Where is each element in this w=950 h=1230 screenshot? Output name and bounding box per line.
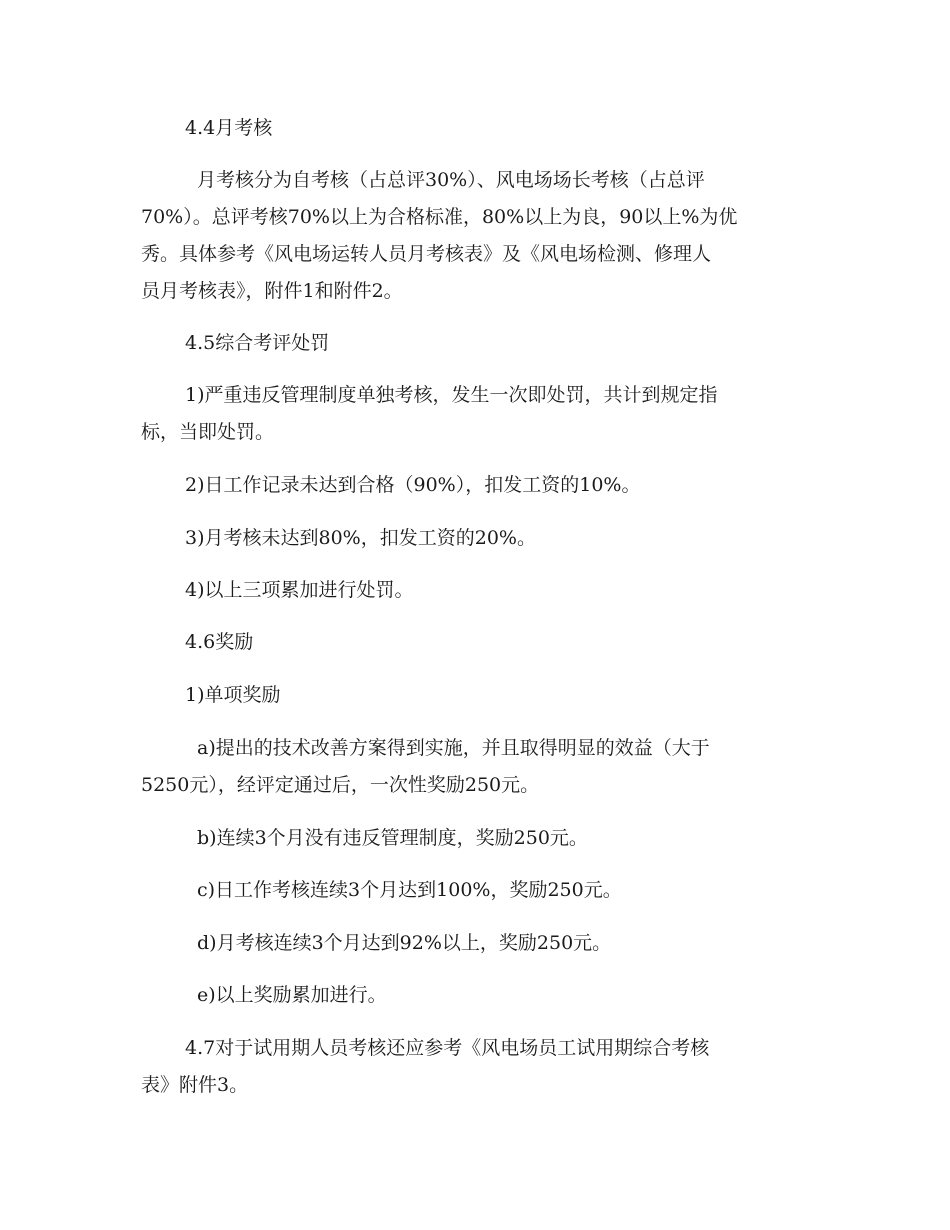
paragraph-line: 员月考核表》，附件1和附件2。	[141, 280, 403, 302]
list-item: 1)严重违反管理制度单独考核，发生一次即处罚，共计到规定指	[185, 384, 718, 406]
sub-heading: 1)单项奖励	[185, 684, 281, 706]
paragraph-line: 表》附件3。	[141, 1074, 249, 1096]
list-item-continuation: 5250元），经评定通过后，一次性奖励250元。	[141, 774, 540, 796]
section-heading-4-6: 4.6奖励	[185, 631, 254, 653]
list-item-continuation: 标，当即处罚。	[141, 421, 275, 443]
list-item: e)以上奖励累加进行。	[197, 984, 387, 1006]
paragraph-line: 月考核分为自考核（占总评30%）、风电场场长考核（占总评	[197, 169, 705, 191]
section-heading-4-4: 4.4月考核	[185, 117, 273, 139]
list-item: 2)日工作记录未达到合格（90%），扣发工资的10%。	[185, 474, 641, 496]
list-item: 3)月考核未达到80%，扣发工资的20%。	[185, 527, 536, 549]
list-item: b)连续3个月没有违反管理制度，奖励250元。	[197, 827, 588, 849]
section-heading-4-7: 4.7对于试用期人员考核还应参考《风电场员工试用期综合考核	[185, 1037, 710, 1059]
list-item: c)日工作考核连续3个月达到100%，奖励250元。	[197, 879, 622, 901]
list-item: a)提出的技术改善方案得到实施，并且取得明显的效益（大于	[197, 737, 710, 759]
list-item: d)月考核连续3个月达到92%以上，奖励250元。	[197, 932, 612, 954]
section-heading-4-5: 4.5综合考评处罚	[185, 332, 330, 354]
list-item: 4)以上三项累加进行处罚。	[185, 579, 414, 601]
paragraph-line: 秀。具体参考《风电场运转人员月考核表》及《风电场检测、修理人	[141, 243, 712, 265]
paragraph-line: 70%）。总评考核70%以上为合格标准，80%以上为良，90以上%为优	[141, 206, 738, 228]
